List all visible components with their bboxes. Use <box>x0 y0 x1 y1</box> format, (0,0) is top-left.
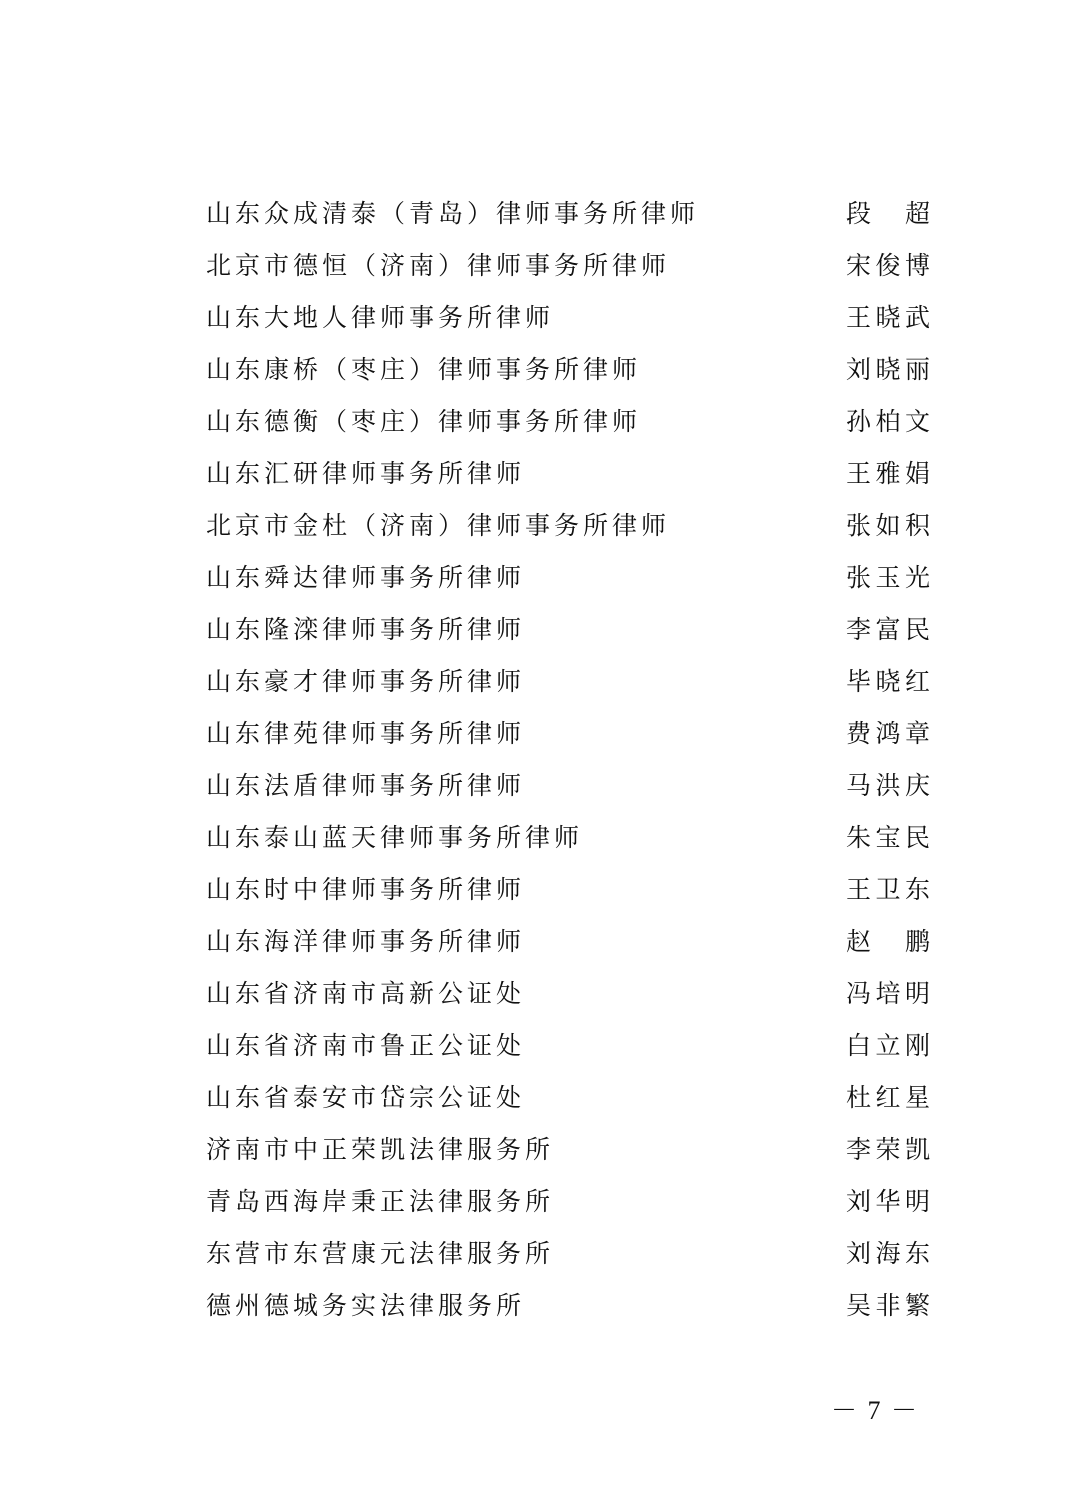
organization-name: 山东海洋律师事务所律师 <box>206 927 526 956</box>
organization-name: 山东省泰安市岱宗公证处 <box>206 1083 526 1112</box>
person-name: 孙柏文 <box>846 407 932 436</box>
organization-name: 山东众成清泰（青岛）律师事务所律师 <box>206 199 700 228</box>
person-name: 李富民 <box>846 615 932 644</box>
list-item <box>206 604 932 656</box>
organization-name: 山东汇研律师事务所律师 <box>206 459 526 488</box>
list-item <box>206 968 932 1020</box>
organization-name: 德州德城务实法律服务所 <box>206 1291 526 1320</box>
list-item <box>206 1176 932 1228</box>
person-name: 冯培明 <box>846 979 932 1008</box>
person-name: 马洪庆 <box>846 771 932 800</box>
organization-name: 山东泰山蓝天律师事务所律师 <box>206 823 584 852</box>
person-name: 张玉光 <box>846 563 932 592</box>
organization-name: 青岛西海岸秉正法律服务所 <box>206 1187 555 1216</box>
organization-name: 山东隆滦律师事务所律师 <box>206 615 526 644</box>
organization-name: 山东康桥（枣庄）律师事务所律师 <box>206 355 642 384</box>
name-list <box>206 188 932 1332</box>
list-item <box>206 812 932 864</box>
list-item <box>206 1124 932 1176</box>
person-name: 张如积 <box>846 511 932 540</box>
organization-name: 北京市德恒（济南）律师事务所律师 <box>206 251 671 280</box>
organization-name: 山东省济南市鲁正公证处 <box>206 1031 526 1060</box>
list-item <box>206 344 932 396</box>
person-name: 王晓武 <box>846 303 932 332</box>
list-item <box>206 708 932 760</box>
person-name: 王雅娟 <box>846 459 932 488</box>
list-item <box>206 916 932 968</box>
list-item <box>206 448 932 500</box>
organization-name: 山东省济南市高新公证处 <box>206 979 526 1008</box>
list-item <box>206 1072 932 1124</box>
list-item <box>206 1020 932 1072</box>
person-name: 刘华明 <box>846 1187 932 1216</box>
person-name: 白立刚 <box>846 1031 932 1060</box>
organization-name: 山东法盾律师事务所律师 <box>206 771 526 800</box>
person-name: 朱宝民 <box>846 823 932 852</box>
organization-name: 东营市东营康元法律服务所 <box>206 1239 555 1268</box>
person-name: 王卫东 <box>846 875 932 904</box>
person-name: 吴非繁 <box>846 1291 932 1320</box>
list-item <box>206 188 932 240</box>
organization-name: 北京市金杜（济南）律师事务所律师 <box>206 511 671 540</box>
list-item <box>206 500 932 552</box>
organization-name: 山东德衡（枣庄）律师事务所律师 <box>206 407 642 436</box>
list-item <box>206 396 932 448</box>
person-name: 费鸿章 <box>846 719 932 748</box>
organization-name: 山东豪才律师事务所律师 <box>206 667 526 696</box>
organization-name: 山东时中律师事务所律师 <box>206 875 526 904</box>
list-item <box>206 292 932 344</box>
list-item <box>206 760 932 812</box>
list-item <box>206 1228 932 1280</box>
person-name: 宋俊博 <box>846 251 932 280</box>
list-item <box>206 240 932 292</box>
person-name: 毕晓红 <box>846 667 932 696</box>
person-name: 赵 鹏 <box>846 927 932 956</box>
organization-name: 济南市中正荣凯法律服务所 <box>206 1135 555 1164</box>
organization-name: 山东舜达律师事务所律师 <box>206 563 526 592</box>
organization-name: 山东大地人律师事务所律师 <box>206 303 555 332</box>
list-item <box>206 552 932 604</box>
person-name: 段 超 <box>846 199 932 228</box>
person-name: 刘晓丽 <box>846 355 932 384</box>
person-name: 李荣凯 <box>846 1135 932 1164</box>
page-number: － 7 － <box>830 1396 919 1425</box>
list-item <box>206 1280 932 1332</box>
person-name: 杜红星 <box>846 1083 932 1112</box>
list-item <box>206 656 932 708</box>
person-name: 刘海东 <box>846 1239 932 1268</box>
organization-name: 山东律苑律师事务所律师 <box>206 719 526 748</box>
list-item <box>206 864 932 916</box>
